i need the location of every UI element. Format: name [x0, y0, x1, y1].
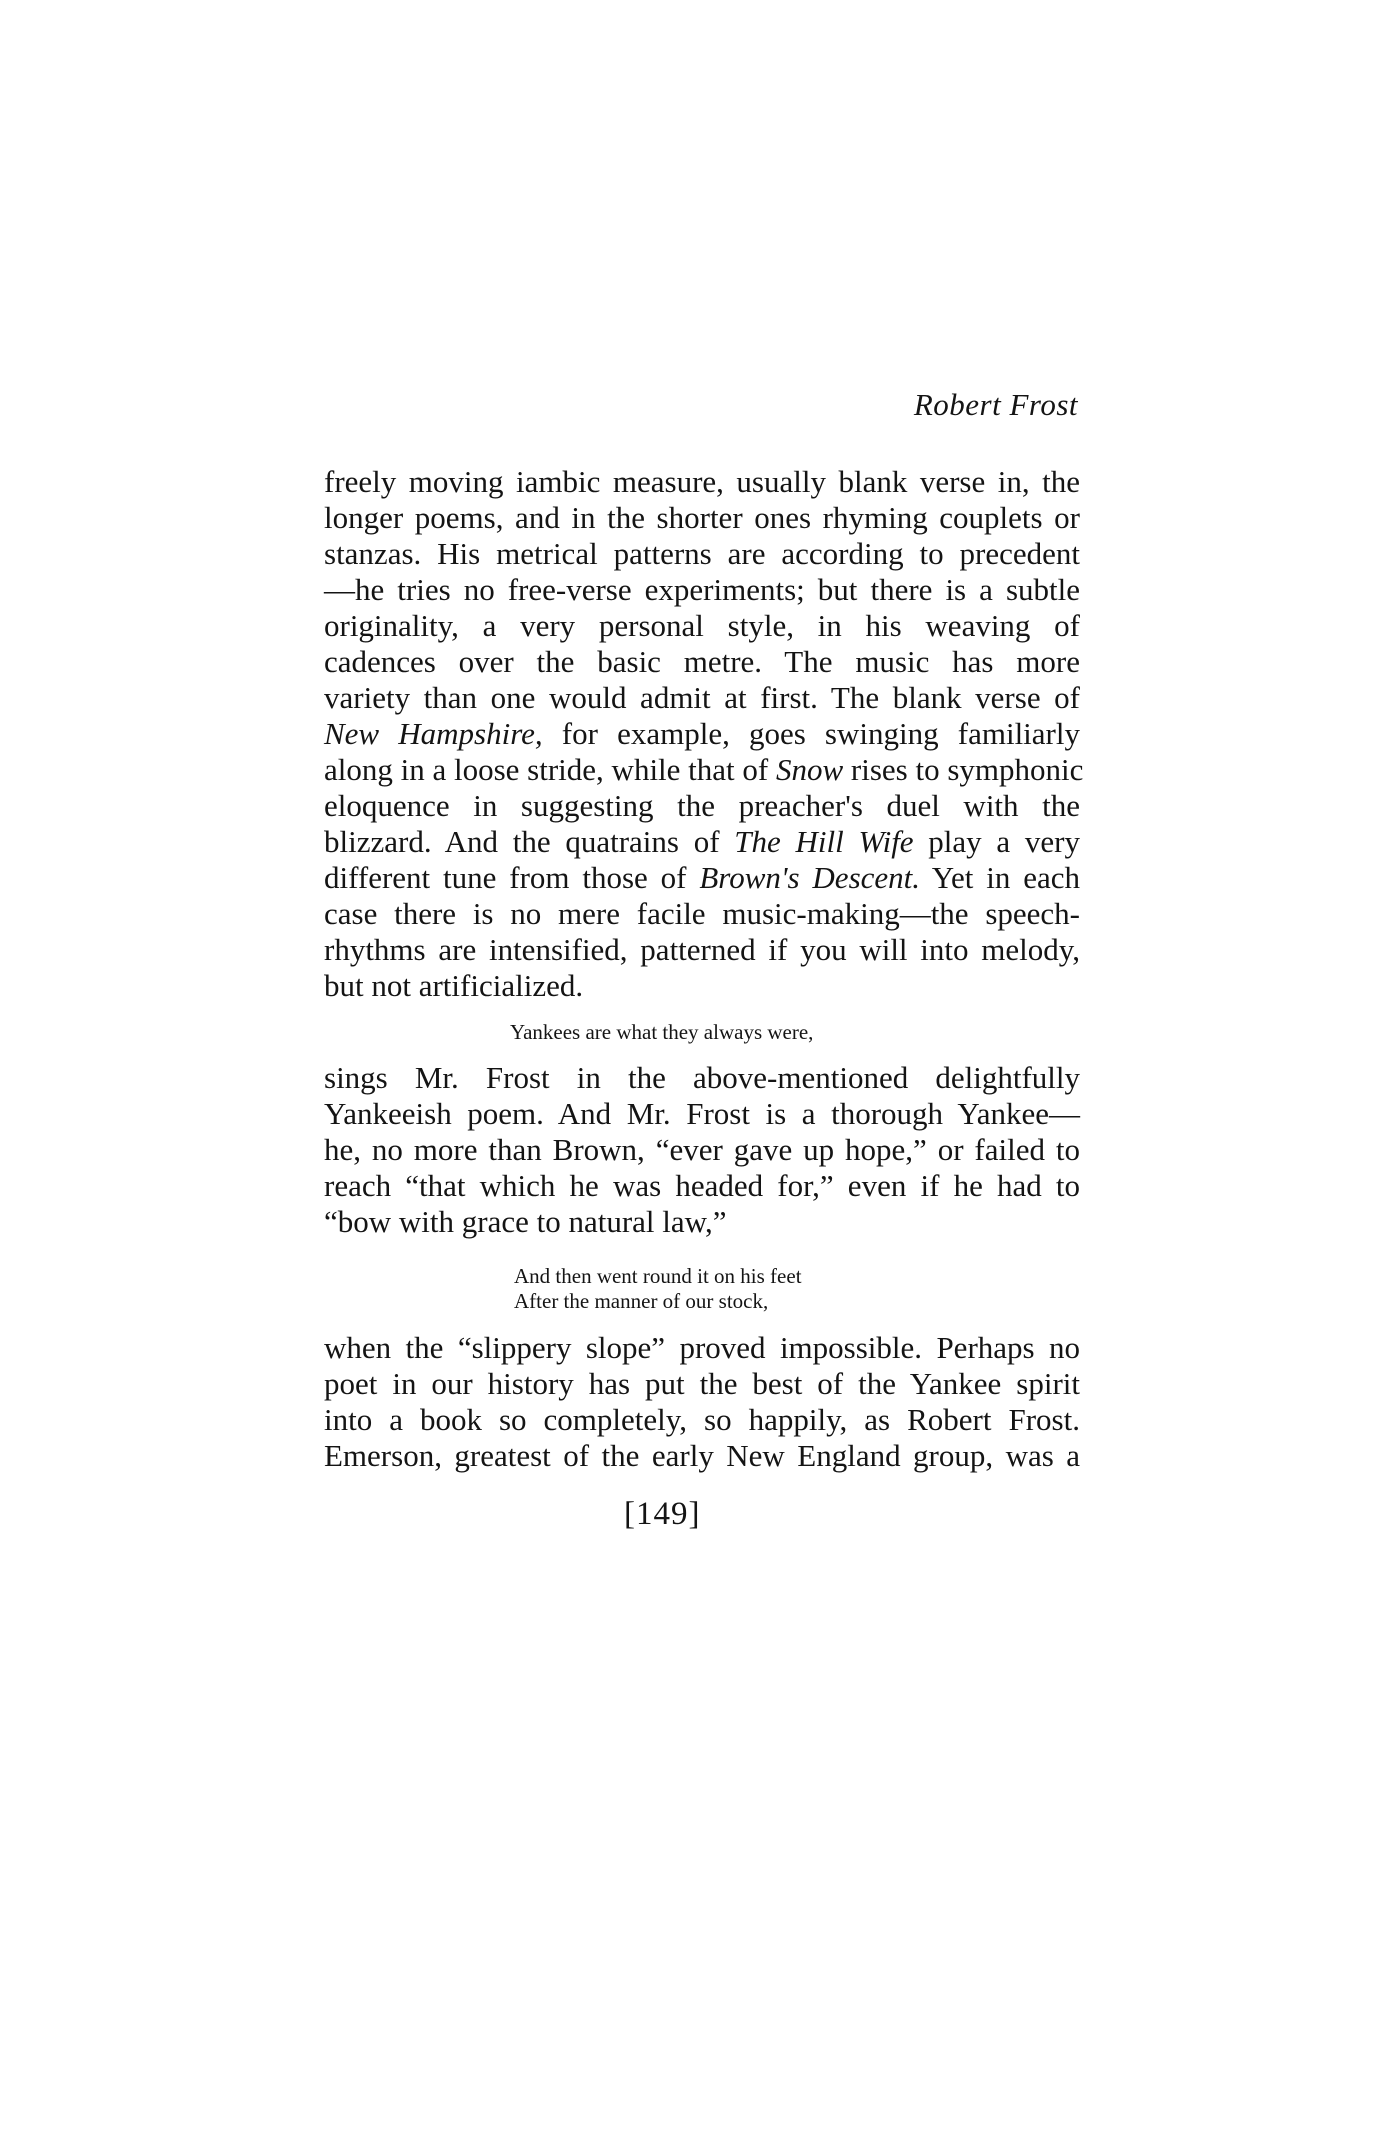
text-run: Yet in each: [920, 860, 1080, 895]
text-line: [324, 464, 1080, 500]
text-run: poet in our history has put the best of the Yankee spirit: [324, 1366, 1080, 1401]
page-number: [149]: [624, 1496, 701, 1532]
text-line: [324, 1438, 1080, 1474]
text-line: [324, 1402, 1080, 1438]
text-run: variety than one would admit at first. The blank verse of: [324, 680, 1080, 715]
text-line: [324, 1204, 1080, 1240]
paragraph-3: [324, 1330, 1080, 1474]
text-run: case there is no mere facile music-making—the speech-: [324, 896, 1080, 931]
text-run: rises to symphonic: [843, 752, 1084, 787]
text-line: [324, 968, 1080, 1004]
italic-title: The Hill Wife: [734, 824, 914, 859]
text-run: when the “slippery slope” proved impossible. Perhaps no: [324, 1330, 1080, 1365]
text-run: —he tries no free-verse experiments; but there is a subtle: [324, 572, 1080, 607]
text-line: [324, 680, 1080, 716]
text-run: rhythms are intensified, patterned if you will into melody,: [324, 932, 1080, 967]
text-run: into a book so completely, so happily, as Robert Frost.: [324, 1402, 1080, 1437]
text-run: along in a loose stride, while that of: [324, 752, 776, 787]
text-line: [324, 500, 1080, 536]
text-run: for example, goes swinging familiarly: [542, 716, 1080, 751]
text-line: [324, 644, 1080, 680]
verse-line: And then went round it on his feet: [514, 1264, 802, 1288]
text-line: [324, 1330, 1080, 1366]
italic-title: New Hampshire,: [324, 716, 543, 751]
text-run: he, no more than Brown, “ever gave up hope,” or failed to: [324, 1132, 1080, 1167]
text-line: [324, 716, 1080, 752]
paragraph-2: [324, 1060, 1080, 1240]
text-line: [324, 860, 1080, 896]
text-line: [324, 752, 1084, 788]
text-line: [324, 1132, 1080, 1168]
text-run: originality, a very personal style, in his weaving of: [324, 608, 1080, 643]
text-line: [324, 788, 1080, 824]
text-line: [324, 824, 1080, 860]
text-line: [324, 1096, 1080, 1132]
verse-line: After the manner of our stock,: [514, 1289, 769, 1313]
text-run: “bow with grace to natural law,”: [324, 1204, 727, 1239]
text-line: [324, 608, 1080, 644]
text-run: longer poems, and in the shorter ones rhyming couplets or: [324, 500, 1080, 535]
verse-quotation-2: [514, 1264, 802, 1314]
text-run: reach “that which he was headed for,” even if he had to: [324, 1168, 1080, 1203]
text-run: but not artificialized.: [324, 968, 584, 1003]
text-run: play a very: [913, 824, 1080, 859]
text-run: freely moving iambic measure, usually blank verse in, the: [324, 464, 1080, 499]
text-line: [324, 932, 1080, 968]
text-line: [324, 572, 1080, 608]
text-line: [324, 1366, 1080, 1402]
text-line: [324, 896, 1080, 932]
italic-title: Snow: [775, 752, 844, 787]
running-head: Robert Frost: [913, 387, 1078, 422]
text-run: stanzas. His metrical patterns are according to precedent: [324, 536, 1080, 571]
text-run: sings Mr. Frost in the above-mentioned delightfully: [324, 1060, 1080, 1095]
text-run: Yankeeish poem. And Mr. Frost is a thorough Yankee—: [324, 1096, 1080, 1131]
text-run: Emerson, greatest of the early New England group, was a: [324, 1438, 1080, 1473]
text-line: [324, 1168, 1080, 1204]
text-line: [324, 536, 1080, 572]
text-line: [324, 1060, 1080, 1096]
text-run: cadences over the basic metre. The music has more: [324, 644, 1080, 679]
text-run: blizzard. And the quatrains of: [324, 824, 735, 859]
text-run: eloquence in suggesting the preacher's duel with the: [324, 788, 1080, 823]
verse-quotation-1: Yankees are what they always were,: [510, 1020, 814, 1044]
text-run: different tune from those of: [324, 860, 700, 895]
italic-title: Brown's Descent.: [699, 860, 921, 895]
paragraph-1: [324, 464, 1084, 1004]
